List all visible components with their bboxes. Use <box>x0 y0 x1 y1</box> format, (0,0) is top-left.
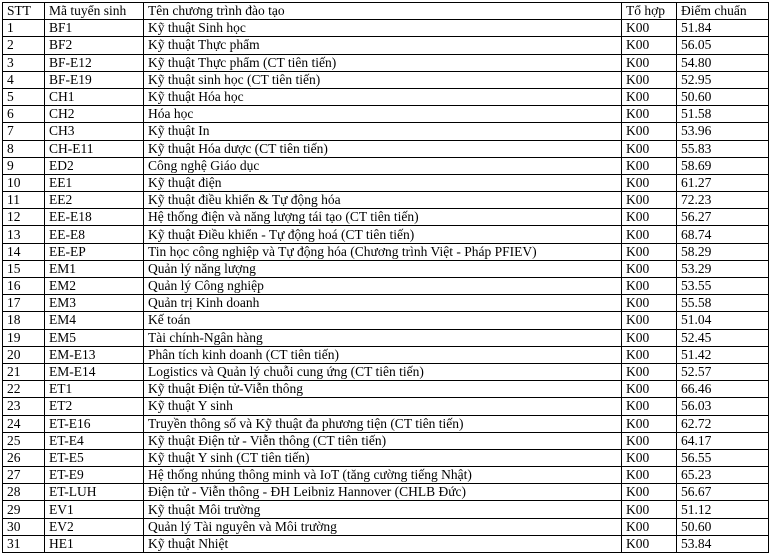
cell-cutoff-score: 51.12 <box>677 501 769 518</box>
cell-stt: 31 <box>3 535 45 552</box>
table-row <box>3 295 769 312</box>
cell-subject-group: K00 <box>622 484 677 501</box>
cell-program-name: Kỹ thuật Thực phẩm <box>144 37 622 54</box>
cell-stt: 30 <box>3 518 45 535</box>
cell-stt: 5 <box>3 88 45 105</box>
cell-admission-code: ET-LUH <box>45 484 144 501</box>
cell-subject-group: K00 <box>622 71 677 88</box>
cell-subject-group: K00 <box>622 209 677 226</box>
table-row <box>3 501 769 518</box>
cell-subject-group: K00 <box>622 157 677 174</box>
cell-subject-group: K00 <box>622 278 677 295</box>
table-row <box>3 88 769 105</box>
cell-subject-group: K00 <box>622 535 677 552</box>
cell-admission-code: ED2 <box>45 157 144 174</box>
table-row <box>3 37 769 54</box>
cell-stt: 4 <box>3 71 45 88</box>
cell-program-name: Kỹ thuật điện <box>144 174 622 191</box>
cell-cutoff-score: 50.60 <box>677 518 769 535</box>
table-row <box>3 174 769 191</box>
cell-subject-group: K00 <box>622 415 677 432</box>
cell-admission-code: HE1 <box>45 535 144 552</box>
cell-program-name: Kỹ thuật In <box>144 123 622 140</box>
cell-program-name: Công nghệ Giáo dục <box>144 157 622 174</box>
table-row <box>3 243 769 260</box>
cell-program-name: Kỹ thuật Điện tử-Viễn thông <box>144 381 622 398</box>
cell-cutoff-score: 51.84 <box>677 20 769 37</box>
cell-admission-code: ET-E5 <box>45 449 144 466</box>
cell-stt: 16 <box>3 278 45 295</box>
cell-admission-code: EM4 <box>45 312 144 329</box>
cell-stt: 27 <box>3 467 45 484</box>
table-row <box>3 484 769 501</box>
cell-cutoff-score: 65.23 <box>677 467 769 484</box>
cell-admission-code: EM3 <box>45 295 144 312</box>
cell-program-name: Truyền thông số và Kỹ thuật đa phương tiện (CT tiên tiến) <box>144 415 622 432</box>
cell-cutoff-score: 56.67 <box>677 484 769 501</box>
table-row <box>3 192 769 209</box>
cell-stt: 24 <box>3 415 45 432</box>
cell-admission-code: EE1 <box>45 174 144 191</box>
cell-subject-group: K00 <box>622 37 677 54</box>
cell-admission-code: EM-E13 <box>45 346 144 363</box>
cell-cutoff-score: 51.42 <box>677 346 769 363</box>
cell-subject-group: K00 <box>622 518 677 535</box>
cell-program-name: Kỹ thuật Hóa học <box>144 88 622 105</box>
table-row <box>3 518 769 535</box>
cell-subject-group: K00 <box>622 88 677 105</box>
cell-admission-code: ET1 <box>45 381 144 398</box>
cell-stt: 15 <box>3 260 45 277</box>
cell-cutoff-score: 54.80 <box>677 54 769 71</box>
cell-cutoff-score: 53.55 <box>677 278 769 295</box>
cell-subject-group: K00 <box>622 381 677 398</box>
table-row <box>3 54 769 71</box>
cell-cutoff-score: 56.03 <box>677 398 769 415</box>
table-row <box>3 140 769 157</box>
cell-cutoff-score: 53.96 <box>677 123 769 140</box>
header-stt: STT <box>3 3 45 20</box>
cell-admission-code: BF2 <box>45 37 144 54</box>
cell-cutoff-score: 55.83 <box>677 140 769 157</box>
table-row <box>3 157 769 174</box>
table-row <box>3 226 769 243</box>
cell-subject-group: K00 <box>622 398 677 415</box>
cell-admission-code: EV2 <box>45 518 144 535</box>
table-row <box>3 209 769 226</box>
cell-program-name: Quản lý năng lượng <box>144 260 622 277</box>
cell-admission-code: CH-E11 <box>45 140 144 157</box>
cell-subject-group: K00 <box>622 20 677 37</box>
cell-program-name: Điện tử - Viễn thông - ĐH Leibniz Hannover (CHLB Đức) <box>144 484 622 501</box>
table-row <box>3 449 769 466</box>
table-row <box>3 535 769 552</box>
cell-stt: 11 <box>3 192 45 209</box>
cell-program-name: Kế toán <box>144 312 622 329</box>
cell-cutoff-score: 56.27 <box>677 209 769 226</box>
cell-stt: 9 <box>3 157 45 174</box>
cell-admission-code: EE-EP <box>45 243 144 260</box>
cell-stt: 1 <box>3 20 45 37</box>
cell-subject-group: K00 <box>622 432 677 449</box>
cell-stt: 26 <box>3 449 45 466</box>
cell-admission-code: EM5 <box>45 329 144 346</box>
table-row <box>3 398 769 415</box>
cell-cutoff-score: 61.27 <box>677 174 769 191</box>
table-row <box>3 106 769 123</box>
table-body <box>3 20 769 553</box>
cell-program-name: Kỹ thuật Y sinh (CT tiên tiến) <box>144 449 622 466</box>
table-row <box>3 415 769 432</box>
cell-stt: 29 <box>3 501 45 518</box>
table-row <box>3 363 769 380</box>
cell-admission-code: EM2 <box>45 278 144 295</box>
cell-stt: 20 <box>3 346 45 363</box>
cell-stt: 6 <box>3 106 45 123</box>
cell-admission-code: CH3 <box>45 123 144 140</box>
table-row <box>3 432 769 449</box>
cell-stt: 19 <box>3 329 45 346</box>
header-admission-code: Mã tuyển sinh <box>45 3 144 20</box>
table-row <box>3 346 769 363</box>
cell-subject-group: K00 <box>622 449 677 466</box>
cell-cutoff-score: 58.69 <box>677 157 769 174</box>
admission-score-table <box>2 2 769 553</box>
cell-subject-group: K00 <box>622 106 677 123</box>
cell-subject-group: K00 <box>622 501 677 518</box>
cell-program-name: Quản lý Công nghiệp <box>144 278 622 295</box>
cell-cutoff-score: 72.23 <box>677 192 769 209</box>
table-row <box>3 71 769 88</box>
cell-cutoff-score: 52.45 <box>677 329 769 346</box>
cell-admission-code: ET-E4 <box>45 432 144 449</box>
cell-admission-code: BF-E12 <box>45 54 144 71</box>
cell-stt: 10 <box>3 174 45 191</box>
cell-cutoff-score: 51.58 <box>677 106 769 123</box>
cell-stt: 22 <box>3 381 45 398</box>
cell-program-name: Hệ thống điện và năng lượng tái tạo (CT tiên tiến) <box>144 209 622 226</box>
cell-program-name: Kỹ thuật Hóa dược (CT tiên tiến) <box>144 140 622 157</box>
cell-cutoff-score: 52.57 <box>677 363 769 380</box>
table-row <box>3 123 769 140</box>
cell-cutoff-score: 62.72 <box>677 415 769 432</box>
cell-admission-code: ET-E9 <box>45 467 144 484</box>
cell-stt: 25 <box>3 432 45 449</box>
cell-admission-code: CH1 <box>45 88 144 105</box>
cell-admission-code: BF-E19 <box>45 71 144 88</box>
table-row <box>3 381 769 398</box>
cell-program-name: Tài chính-Ngân hàng <box>144 329 622 346</box>
cell-program-name: Kỹ thuật điều khiển & Tự động hóa <box>144 192 622 209</box>
cell-program-name: Kỹ thuật Điều khiển - Tự động hoá (CT tiên tiến) <box>144 226 622 243</box>
cell-admission-code: EV1 <box>45 501 144 518</box>
cell-program-name: Hóa học <box>144 106 622 123</box>
cell-subject-group: K00 <box>622 226 677 243</box>
cell-subject-group: K00 <box>622 54 677 71</box>
cell-subject-group: K00 <box>622 363 677 380</box>
cell-cutoff-score: 56.05 <box>677 37 769 54</box>
cell-program-name: Tin học công nghiệp và Tự động hóa (Chương trình Việt - Pháp PFIEV) <box>144 243 622 260</box>
cell-cutoff-score: 55.58 <box>677 295 769 312</box>
cell-cutoff-score: 66.46 <box>677 381 769 398</box>
cell-cutoff-score: 64.17 <box>677 432 769 449</box>
cell-cutoff-score: 58.29 <box>677 243 769 260</box>
cell-subject-group: K00 <box>622 174 677 191</box>
cell-program-name: Kỹ thuật Y sinh <box>144 398 622 415</box>
cell-stt: 18 <box>3 312 45 329</box>
cell-stt: 7 <box>3 123 45 140</box>
cell-subject-group: K00 <box>622 260 677 277</box>
cell-program-name: Quản lý Tài nguyên và Môi trường <box>144 518 622 535</box>
cell-program-name: Kỹ thuật Thực phẩm (CT tiên tiến) <box>144 54 622 71</box>
cell-cutoff-score: 53.84 <box>677 535 769 552</box>
cell-stt: 13 <box>3 226 45 243</box>
cell-subject-group: K00 <box>622 140 677 157</box>
cell-subject-group: K00 <box>622 346 677 363</box>
cell-stt: 8 <box>3 140 45 157</box>
table-header-row <box>3 3 769 20</box>
cell-stt: 21 <box>3 363 45 380</box>
cell-subject-group: K00 <box>622 329 677 346</box>
cell-admission-code: EE-E18 <box>45 209 144 226</box>
cell-admission-code: BF1 <box>45 20 144 37</box>
cell-admission-code: EM1 <box>45 260 144 277</box>
cell-stt: 12 <box>3 209 45 226</box>
table-row <box>3 278 769 295</box>
cell-program-name: Kỹ thuật sinh học (CT tiên tiến) <box>144 71 622 88</box>
cell-subject-group: K00 <box>622 467 677 484</box>
cell-admission-code: EE-E8 <box>45 226 144 243</box>
cell-admission-code: EE2 <box>45 192 144 209</box>
header-subject-group: Tổ hợp <box>622 3 677 20</box>
cell-cutoff-score: 51.04 <box>677 312 769 329</box>
cell-subject-group: K00 <box>622 192 677 209</box>
cell-admission-code: EM-E14 <box>45 363 144 380</box>
table-row <box>3 329 769 346</box>
cell-subject-group: K00 <box>622 295 677 312</box>
table-row <box>3 20 769 37</box>
table-row <box>3 260 769 277</box>
cell-program-name: Logistics và Quản lý chuỗi cung ứng (CT tiên tiến) <box>144 363 622 380</box>
cell-stt: 17 <box>3 295 45 312</box>
cell-program-name: Kỹ thuật Điện tử - Viễn thông (CT tiên tiến) <box>144 432 622 449</box>
cell-stt: 2 <box>3 37 45 54</box>
cell-admission-code: ET-E16 <box>45 415 144 432</box>
cell-admission-code: CH2 <box>45 106 144 123</box>
cell-cutoff-score: 53.29 <box>677 260 769 277</box>
cell-subject-group: K00 <box>622 243 677 260</box>
cell-cutoff-score: 52.95 <box>677 71 769 88</box>
cell-program-name: Hệ thống nhúng thông minh và IoT (tăng cường tiếng Nhật) <box>144 467 622 484</box>
header-cutoff-score: Điểm chuẩn <box>677 3 769 20</box>
cell-program-name: Kỹ thuật Nhiệt <box>144 535 622 552</box>
cell-stt: 28 <box>3 484 45 501</box>
cell-admission-code: ET2 <box>45 398 144 415</box>
cell-cutoff-score: 68.74 <box>677 226 769 243</box>
cell-program-name: Kỹ thuật Môi trường <box>144 501 622 518</box>
cell-subject-group: K00 <box>622 312 677 329</box>
cell-stt: 14 <box>3 243 45 260</box>
header-program-name: Tên chương trình đào tạo <box>144 3 622 20</box>
cell-program-name: Phân tích kinh doanh (CT tiên tiến) <box>144 346 622 363</box>
cell-program-name: Quản trị Kinh doanh <box>144 295 622 312</box>
cell-cutoff-score: 50.60 <box>677 88 769 105</box>
cell-stt: 3 <box>3 54 45 71</box>
cell-cutoff-score: 56.55 <box>677 449 769 466</box>
cell-program-name: Kỹ thuật Sinh học <box>144 20 622 37</box>
table-row <box>3 467 769 484</box>
cell-subject-group: K00 <box>622 123 677 140</box>
table-row <box>3 312 769 329</box>
cell-stt: 23 <box>3 398 45 415</box>
